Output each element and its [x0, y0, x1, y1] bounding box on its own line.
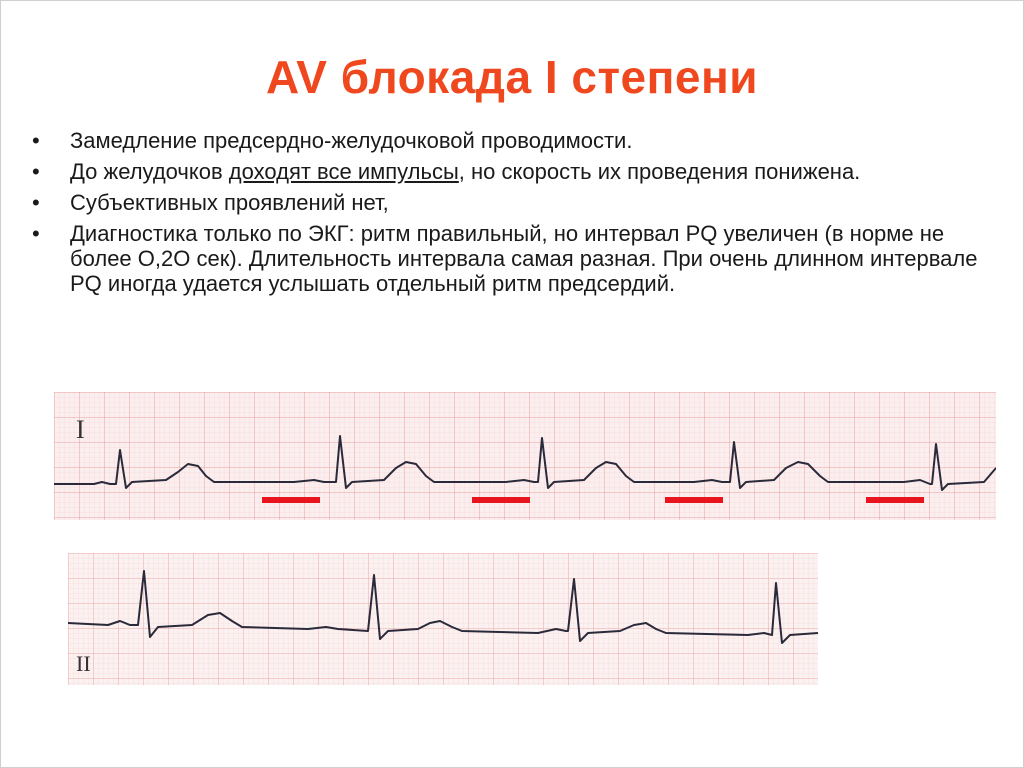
pq-marker	[866, 497, 924, 503]
bullet-text-underlined: доходят все импульсы	[228, 159, 459, 184]
bullet-text: Замедление предсердно-желудочковой проводимости.	[70, 128, 633, 153]
lead-label: II	[76, 651, 91, 676]
bullet-text: Диагностика только по ЭКГ: ритм правильный, но интервал PQ увеличен (в норме не более О,2О сек). Длительность интервала самая разная. При очень длинном интервале PQ иногда удается услышать отдельный ритм предсердий.	[70, 221, 978, 296]
pq-marker	[472, 497, 530, 503]
bullet-item-3	[32, 190, 992, 215]
bullet-item-1	[32, 128, 992, 153]
bullet-dot: •	[32, 190, 40, 215]
ecg-strip-lead-1	[54, 392, 996, 520]
bullet-text-after: , но скорость их проведения понижена.	[458, 159, 861, 184]
pq-marker	[262, 497, 320, 503]
bullet-dot: •	[32, 159, 40, 184]
pq-marker	[665, 497, 723, 503]
bullet-dot: •	[32, 221, 40, 246]
ecg-grid	[68, 553, 818, 685]
bullet-list	[32, 128, 992, 302]
slide-title: AV блокада I степени	[265, 51, 759, 103]
bullet-item-2	[32, 159, 992, 184]
bullet-text-before: До желудочков	[70, 159, 229, 184]
lead-label: I	[76, 415, 85, 444]
bullet-item-4	[32, 221, 992, 296]
bullet-dot: •	[32, 128, 40, 153]
bullet-text: Субъективных проявлений нет,	[70, 190, 389, 215]
ecg-strip-lead-2	[68, 553, 818, 685]
